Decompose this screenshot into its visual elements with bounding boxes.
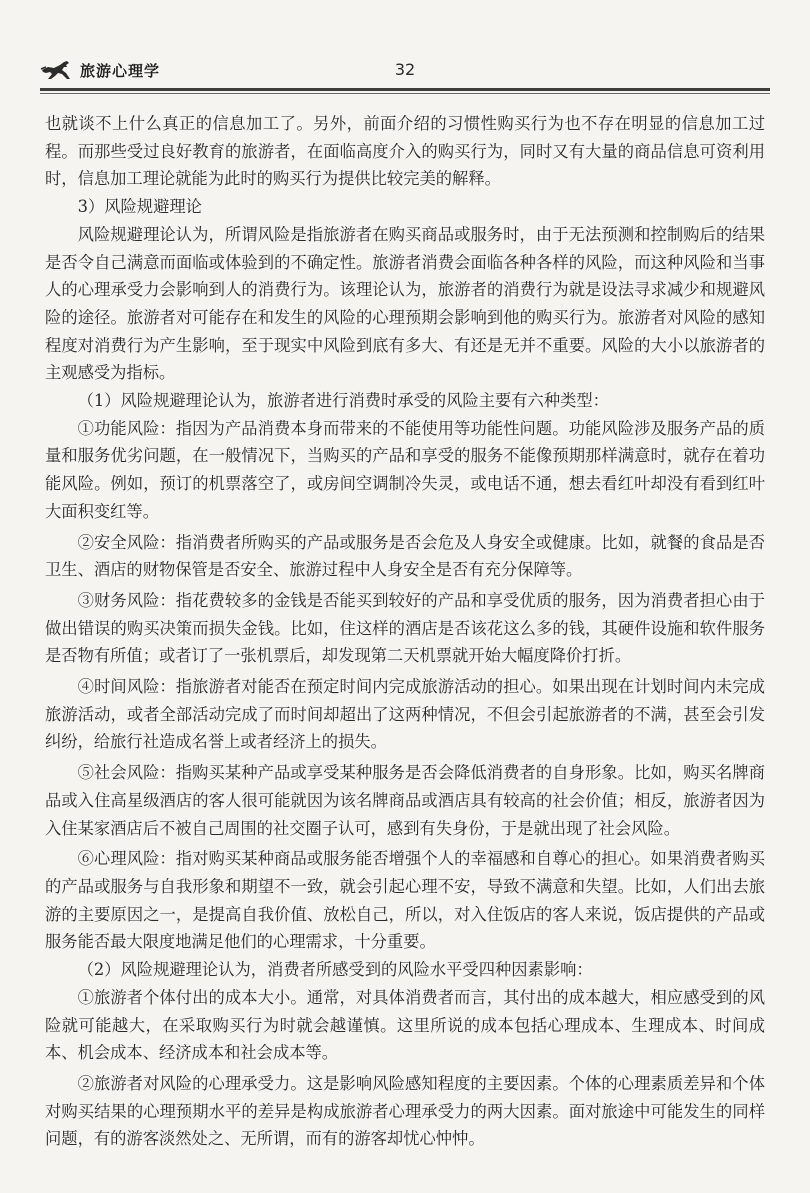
page-number: 32 (394, 60, 416, 79)
list-item-time-risk: ④时间风险：指旅游者对能否在预定时间内完成旅游活动的担心。如果出现在计划时间内未完成旅游活动，或者全部活动完成了而时间却超出了这两种情况，不但会引起旅游者的不满，甚至会引发纠纷，给旅行社造成名誉上或者经济上的损失。 (45, 677, 765, 752)
list-item-tolerance-factor: ②旅游者对风险的心理承受力。这是影响风险感知程度的主要因素。个体的心理素质差异和个体对购买结果的心理预期水平的差异是构成旅游者心理承受力的两大因素。面对旅途中可能发生的同样问题，有的游客淡然处之、无所谓，而有的游客却忧心忡忡。 (45, 1073, 765, 1149)
list-item-safety-risk: ②安全风险：指消费者所购买的产品或服务是否会危及人身安全或健康。比如，就餐的食品是否卫生、酒店的财物保管是否安全、旅游过程中人身安全是否有充分保障等。 (45, 532, 765, 580)
header-rule-thin (40, 93, 770, 94)
paragraph-continued: 也就谈不上什么真正的信息加工了。另外，前面介绍的习惯性购买行为也不存在明显的信息加工过程。而那些受过良好教育的旅游者，在面临高度介入的购买行为，同时又有大量的商品信息可资利用时，信息加工理论就能为此时的购买行为提供比较完美的解释。 (45, 114, 765, 189)
page-header (40, 52, 770, 92)
section-heading: 3）风险规避理论 (77, 197, 202, 217)
header-rule-thick (40, 88, 770, 91)
list-item-financial-risk: ③财务风险：指花费较多的金钱是否能买到较好的产品和享受优质的服务，因为消费者担心由于做出错误的购买决策而损失金钱。比如，住这样的酒店是否该花这么多的钱，其硬件设施和软件服务是否物有所值；或者订了一张机票后，却发现第二天机票就开始大幅度降价打折。 (45, 590, 765, 666)
list-item-functional-risk: ①功能风险：指因为产品消费本身而带来的不能使用等功能性问题。功能风险涉及服务产品的质量和服务优劣问题，在一般情况下，当购买的产品和享受的服务不能像预期那样满意时，就存在着功能风险。例如，预订的机票落空了，或房间空调制冷失灵，或电话不通，想去看红叶却没有看到红叶大面积变红等。 (45, 418, 765, 521)
subheading-risk-factors: （2）风险规避理论认为，消费者所感受到的风险水平受四种因素影响： (77, 960, 593, 980)
paragraph: 风险规避理论认为，所谓风险是指旅游者在购买商品或服务时，由于无法预测和控制购后的结果是否令自己满意而面临或体验到的不确定性。旅游者消费会面临各种各样的风险，而这种风险和当事人的心理承受力会影响到人的消费行为。该理论认为，旅游者的消费行为就是设法寻求减少和规避风险的途径。旅游者对可能存在和发生的风险的心理预期会影响到他的购买行为。旅游者对风险的感知程度对消费行为产生影响，至于现实中风险到底有多大、有还是无并不重要。风险的大小以旅游者的主观感受为指标。 (45, 224, 765, 383)
list-item-social-risk: ⑤社会风险：指购买某种产品或享受某种服务是否会降低消费者的自身形象。比如，购买名牌商品或入住高星级酒店的客人很可能就因为该名牌商品或酒店具有较高的社会价值；相反，旅游者因为入住某家酒店后不被自己周围的社交圈子认可，感到有失身份，于是就出现了社会风险。 (45, 763, 765, 838)
list-item-psychological-risk: ⑥心理风险：指对购买某种商品或服务能否增强个人的幸福感和自尊心的担心。如果消费者购买的产品或服务与自我形象和期望不一致，就会引起心理不安，导致不满意和失望。比如，人们出去旅游的主要原因之一，是提高自我价值、放松自己，所以，对入住饭店的客人来说，饭店提供的产品或服务能否最大限度地满足他们的心理需求，十分重要。 (45, 849, 765, 952)
subheading-risk-types: （1）风险规避理论认为，旅游者进行消费时承受的风险主要有六种类型： (77, 391, 609, 411)
list-item-cost-factor: ①旅游者个体付出的成本大小。通常，对具体消费者而言，其付出的成本越大，相应感受到的风险就可能越大，在采取购买行为时就会越谨慎。这里所说的成本包括心理成本、生理成本、时间成本、机会成本、经济成本和社会成本等。 (45, 987, 765, 1063)
page-body (45, 110, 765, 1153)
book-title: 旅游心理学 (80, 61, 161, 80)
